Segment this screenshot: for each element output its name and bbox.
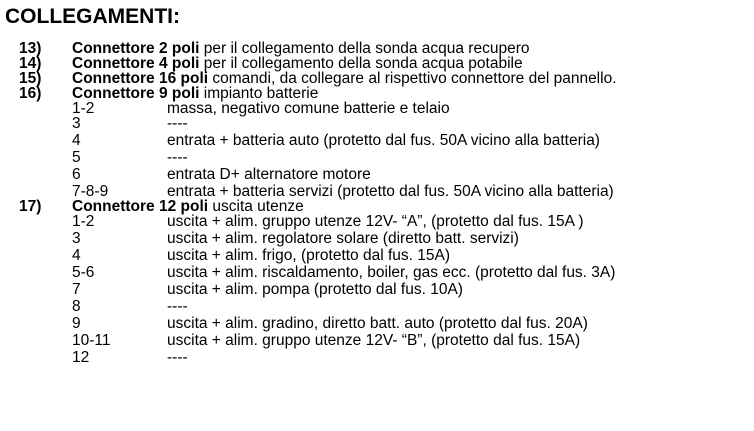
pin-number: 4 [72,132,81,149]
item-number: 15) [19,70,42,87]
pin-description: ---- [167,298,188,315]
page-title: COLLEGAMENTI: [5,5,180,28]
pin-description: uscita + alim. riscaldamento, boiler, gas ecc. (protetto dal fus. 3A) [167,264,616,281]
pin-number: 6 [72,166,81,183]
connector-description: per il collegamento della sonda acqua recupero [199,40,530,57]
item-text [72,86,318,101]
pin-number: 7 [72,281,81,298]
pin-description: ---- [167,115,188,132]
pin-description: uscita + alim. gruppo utenze 12V- “B”, (protetto dal fus. 15A) [167,332,581,349]
connector-description: per il collegamento della sonda acqua potabile [199,55,523,72]
pin-description: uscita + alim. regolatore solare (diretto batt. servizi) [167,230,519,247]
item-text [72,199,304,214]
connector-description: comandi, da collegare al rispettivo connettore del pannello. [208,70,617,87]
pin-number: 8 [72,298,81,315]
pin-number: 3 [72,115,81,132]
connector-name: Connettore 12 poli [72,198,209,215]
connector-name: Connettore 2 poli [72,40,200,57]
pin-number: 7-8-9 [72,183,109,200]
pin-number: 3 [72,230,81,247]
connector-description: uscita utenze [208,198,304,215]
pin-number: 10-11 [72,332,111,349]
pin-description: uscita + alim. pompa (protetto dal fus. 10A) [167,281,463,298]
pin-description: massa, negativo comune batterie e telaio [167,100,450,117]
item-number: 17) [19,198,42,215]
item-number: 14) [19,55,42,72]
connector-description: impianto batterie [199,85,319,102]
connector-name: Connettore 16 poli [72,70,209,87]
pin-number: 4 [72,247,81,264]
item-number: 16) [19,85,42,102]
pin-number: 1-2 [72,213,95,230]
pin-description: ---- [167,149,188,166]
connector-name: Connettore 9 poli [72,85,200,102]
pin-number: 12 [72,349,90,366]
pin-number: 5 [72,149,81,166]
pin-description: uscita + alim. gradino, diretto batt. auto (protetto dal fus. 20A) [167,315,588,332]
pin-number: 5-6 [72,264,95,281]
pin-description: ---- [167,349,188,366]
item-text [72,71,617,86]
pin-description: uscita + alim. gruppo utenze 12V- “A”, (protetto dal fus. 15A ) [167,213,584,230]
pin-number: 1-2 [72,100,95,117]
item-number: 13) [19,40,42,57]
item-text [72,56,523,71]
pin-description: uscita + alim. frigo, (protetto dal fus. 15A) [167,247,451,264]
pin-number: 9 [72,315,81,332]
pin-description: entrata + batteria servizi (protetto dal fus. 50A vicino alla batteria) [167,183,614,200]
pin-description: entrata + batteria auto (protetto dal fus. 50A vicino alla batteria) [167,132,600,149]
item-text [72,41,529,56]
connector-name: Connettore 4 poli [72,55,200,72]
pin-description: entrata D+ alternatore motore [167,166,371,183]
